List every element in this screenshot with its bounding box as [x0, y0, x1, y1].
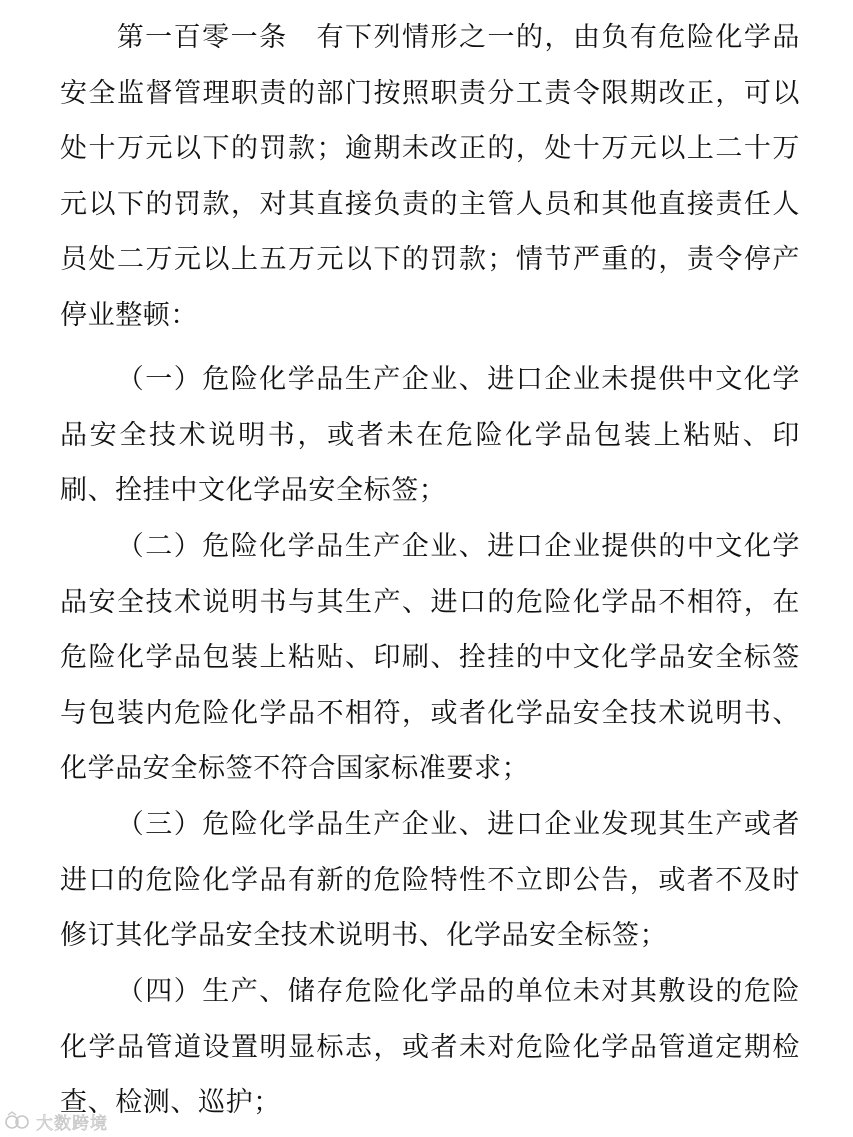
article-item-4: （四）生产、储存危险化学品的单位未对其敷设的危险化学品管道设置明显标志，或者未对危险化学品管道定期检查、检测、巡护；: [60, 976, 800, 1118]
article-number: 第一百零一条: [116, 22, 288, 53]
watermark: [4, 1109, 108, 1134]
article-intro: 有下列情形之一的，由负有危险化学品安全监督管理职责的部门按照职责分工责令限期改正，可以处十万元以下的罚款；逾期未改正的，处十万元以上二十万元以下的罚款，对其直接负责的主管人员和其他直接责任人员处二万元以上五万元以下的罚款；情节严重的，责令停产停业整顿：: [60, 22, 800, 331]
watermark-logo-icon: [4, 1111, 32, 1133]
article-paragraph: [60, 10, 800, 343]
article-item-1: （一）危险化学品生产企业、进口企业未提供中文化学品安全技术说明书，或者未在危险化学品包装上粘贴、印刷、拴挂中文化学品安全标签；: [60, 364, 800, 506]
watermark-text: 大数跨境: [36, 1114, 108, 1134]
article-item-3: （三）危险化学品生产企业、进口企业发现其生产或者进口的危险化学品有新的危险特性不立即公告，或者不及时修订其化学品安全技术说明书、化学品安全标签；: [60, 809, 800, 951]
article-item-2: （二）危险化学品生产企业、进口企业提供的中文化学品安全技术说明书与其生产、进口的危险化学品不相符，在危险化学品包装上粘贴、印刷、拴挂的中文化学品安全标签与包装内危险化学品不相符，或者化学品安全技术说明书、化学品安全标签不符合国家标准要求；: [60, 531, 800, 784]
